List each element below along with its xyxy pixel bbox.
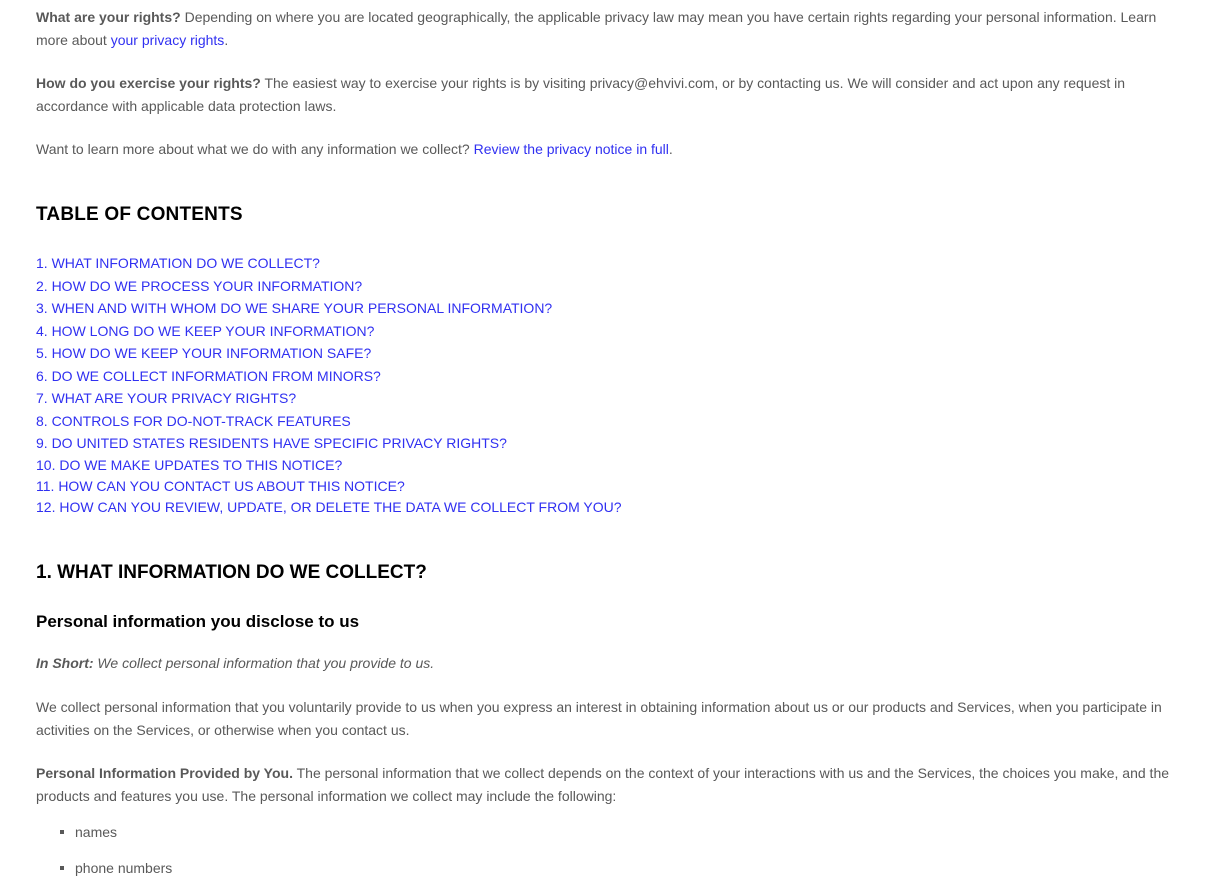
collected-info-list bbox=[60, 822, 172, 894]
in-short-paragraph bbox=[36, 652, 434, 675]
list-item bbox=[60, 858, 172, 894]
toc-link-12[interactable]: 12. HOW CAN YOU REVIEW, UPDATE, OR DELETE THE DATA WE COLLECT FROM YOU? bbox=[36, 498, 622, 515]
provided-paragraph bbox=[36, 762, 1176, 808]
toc-item bbox=[36, 410, 622, 433]
bullet-icon bbox=[60, 830, 64, 834]
list-item-text: phone numbers bbox=[75, 860, 173, 876]
toc-link-8[interactable]: 8. CONTROLS FOR DO-NOT-TRACK FEATURES bbox=[36, 412, 351, 429]
list-item-text: names bbox=[75, 824, 118, 840]
review-notice-link[interactable]: Review the privacy notice in full bbox=[473, 141, 669, 157]
toc-item bbox=[36, 365, 622, 388]
exercise-paragraph bbox=[36, 72, 1176, 118]
provided-label: Personal Information Provided by You. bbox=[36, 765, 293, 781]
in-short-text: We collect personal information that you provide to us. bbox=[93, 655, 435, 671]
toc-item bbox=[36, 320, 622, 343]
toc-item bbox=[36, 476, 622, 497]
exercise-question: How do you exercise your rights? bbox=[36, 75, 261, 91]
privacy-rights-link[interactable]: your privacy rights bbox=[110, 32, 225, 48]
toc-link-11[interactable]: 11. HOW CAN YOU CONTACT US ABOUT THIS NOTICE? bbox=[36, 477, 405, 494]
table-of-contents bbox=[36, 252, 622, 518]
rights-question: What are your rights? bbox=[36, 9, 181, 25]
toc-link-3[interactable]: 3. WHEN AND WITH WHOM DO WE SHARE YOUR PERSONAL INFORMATION? bbox=[36, 300, 553, 316]
collect-paragraph: We collect personal information that you voluntarily provide to us when you express an interest in obtaining information about us or our products and Services, when you participate in activities on the Services, or otherwise when you contact us. bbox=[36, 699, 1162, 738]
toc-item bbox=[36, 455, 622, 476]
toc-item bbox=[36, 432, 622, 455]
toc-item bbox=[36, 297, 622, 320]
toc-item bbox=[36, 342, 622, 365]
rights-text: Depending on where you are located geographically, the applicable privacy law may mean you have certain rights regarding your personal information. Learn more about bbox=[36, 9, 1157, 48]
toc-item bbox=[36, 387, 622, 410]
rights-paragraph bbox=[36, 6, 1176, 52]
provided-text: The personal information that we collect depends on the context of your interactions with us and the Services, the choices you make, and the products and features you use. The personal information we collect may include the following: bbox=[36, 765, 1170, 804]
toc-link-4[interactable]: 4. HOW LONG DO WE KEEP YOUR INFORMATION? bbox=[36, 322, 375, 339]
toc-link-9[interactable]: 9. DO UNITED STATES RESIDENTS HAVE SPECIFIC PRIVACY RIGHTS? bbox=[36, 435, 507, 451]
toc-link-1[interactable]: 1. WHAT INFORMATION DO WE COLLECT? bbox=[36, 255, 320, 271]
toc-link-10[interactable]: 10. DO WE MAKE UPDATES TO THIS NOTICE? bbox=[36, 456, 343, 473]
list-item bbox=[60, 822, 172, 858]
bullet-icon bbox=[60, 866, 64, 870]
section-subheading: Personal information you disclose to us bbox=[36, 612, 360, 631]
learn-more-paragraph bbox=[36, 138, 1176, 161]
toc-link-2[interactable]: 2. HOW DO WE PROCESS YOUR INFORMATION? bbox=[36, 277, 363, 294]
toc-item bbox=[36, 252, 622, 275]
exercise-text: The easiest way to exercise your rights is by visiting privacy@ehvivi.com, or by contacting us. We will consider and act upon any request in accordance with applicable data protection laws. bbox=[36, 75, 1126, 114]
toc-link-6[interactable]: 6. DO WE COLLECT INFORMATION FROM MINORS? bbox=[36, 367, 381, 384]
toc-link-7[interactable]: 7. WHAT ARE YOUR PRIVACY RIGHTS? bbox=[36, 390, 297, 406]
rights-end: . bbox=[224, 32, 229, 48]
learn-more-end: . bbox=[668, 141, 673, 157]
in-short-label: In Short: bbox=[36, 655, 94, 671]
learn-more-text: Want to learn more about what we do with any information we collect? bbox=[36, 141, 474, 157]
section-heading: 1. WHAT INFORMATION DO WE COLLECT? bbox=[36, 562, 427, 583]
toc-link-5[interactable]: 5. HOW DO WE KEEP YOUR INFORMATION SAFE? bbox=[36, 345, 372, 361]
toc-title: TABLE OF CONTENTS bbox=[36, 204, 243, 225]
toc-item bbox=[36, 275, 622, 298]
toc-item bbox=[36, 497, 622, 518]
